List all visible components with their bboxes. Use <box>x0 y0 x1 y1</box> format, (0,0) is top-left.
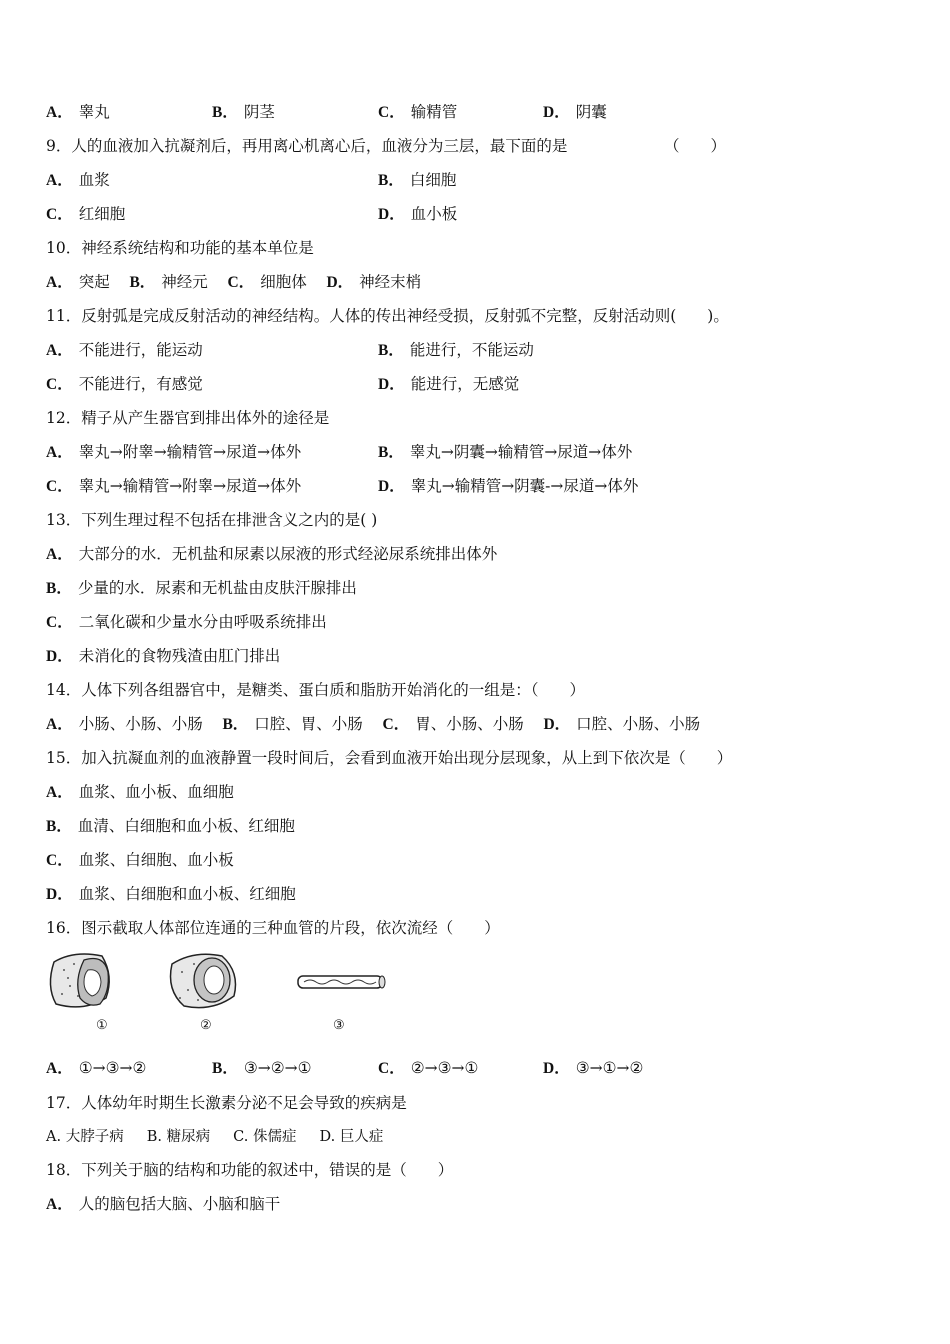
q11-stem: 11．反射弧是完成反射活动的神经结构。人体的传出神经受损，反射弧不完整，反射活动则( )。 <box>46 307 729 325</box>
q10-options: A． 突起 B． 神经元 C． 细胞体 D． 神经末梢 <box>46 273 422 291</box>
q9-option-d: D． 血小板 <box>378 205 458 223</box>
q11-option-d: D． 能进行，无感觉 <box>378 375 520 393</box>
q9-stem: 9．人的血液加入抗凝剂后，再用离心机离心后，血液分为三层，最下面的是 <box>46 137 568 155</box>
q13-stem: 13．下列生理过程不包括在排泄含义之内的是( ) <box>46 511 378 529</box>
q17-options: A. 大脖子病 B. 糖尿病 C. 侏儒症 D. 巨人症 <box>46 1129 384 1145</box>
q8-option-d: D． 阴囊 <box>543 103 607 121</box>
q14-stem: 14．人体下列各组器官中，是糖类、蛋白质和脂肪开始消化的一组是：（ ） <box>46 681 585 699</box>
q12-option-c: C． 睾丸→输精管→附睾→尿道→体外 <box>46 477 302 495</box>
q12-option-d: D． 睾丸→输精管→阴囊-→尿道→体外 <box>378 477 639 495</box>
q10-stem: 10．神经系统结构和功能的基本单位是 <box>46 239 314 257</box>
q15-option-d: D． 血浆、白细胞和血小板、红细胞 <box>46 885 296 903</box>
q16-option-d: D． ③→①→② <box>543 1059 644 1077</box>
q8-option-a: A． 睾丸 <box>46 103 110 121</box>
q11-option-a: A． 不能进行，能运动 <box>46 341 203 359</box>
q13-option-b: B． 少量的水．尿素和无机盐由皮肤汗腺排出 <box>46 579 357 597</box>
q12-option-b: B． 睾丸→阴囊→输精管→尿道→体外 <box>378 443 633 461</box>
q14-options: A． 小肠、小肠、小肠 B． 口腔、胃、小肠 C． 胃、小肠、小肠 D． 口腔、小肠、小肠 <box>46 715 701 733</box>
q12-stem: 12．精子从产生器官到排出体外的途径是 <box>46 409 330 427</box>
q15-stem: 15．加入抗凝血剂的血液静置一段时间后，会看到血液开始出现分层现象，从上到下依次是（ ） <box>46 749 733 767</box>
figure-label-3: ③ <box>333 1018 345 1033</box>
q8-option-b: B． 阴茎 <box>212 103 275 121</box>
figure-label-2: ② <box>200 1018 212 1033</box>
q16-option-c: C． ②→③→① <box>378 1059 479 1077</box>
vessel-1-artery <box>50 954 109 1007</box>
q15-option-a: A． 血浆、血小板、血细胞 <box>46 783 234 801</box>
q18-option-a: A． 人的脑包括大脑、小脑和脑干 <box>46 1195 281 1213</box>
q13-option-c: C． 二氧化碳和少量水分由呼吸系统排出 <box>46 613 327 631</box>
q9-option-a: A． 血浆 <box>46 171 110 189</box>
q12-option-a: A． 睾丸→附睾→输精管→尿道→体外 <box>46 443 302 461</box>
vessel-2-vein <box>171 954 236 1007</box>
q9-option-c: C． 红细胞 <box>46 205 126 223</box>
q8-option-c: C． 输精管 <box>378 103 458 121</box>
q13-option-a: A． 大部分的水．无机盐和尿素以尿液的形式经泌尿系统排出体外 <box>46 545 498 563</box>
q16-option-a: A． ①→③→② <box>46 1059 147 1077</box>
q16-option-b: B． ③→②→① <box>212 1059 312 1077</box>
q11-option-b: B． 能进行，不能运动 <box>378 341 534 359</box>
q13-option-d: D． 未消化的食物残渣由肛门排出 <box>46 647 281 665</box>
q18-stem: 18．下列关于脑的结构和功能的叙述中，错误的是（ ） <box>46 1161 454 1179</box>
q11-option-c: C． 不能进行，有感觉 <box>46 375 203 393</box>
q15-option-c: C． 血浆、白细胞、血小板 <box>46 851 234 869</box>
q9-answer-paren: （ ） <box>664 137 727 155</box>
vessel-3-capillary <box>298 976 385 988</box>
q17-stem: 17．人体幼年时期生长激素分泌不足会导致的疾病是 <box>46 1094 407 1112</box>
q15-option-b: B． 血清、白细胞和血小板、红细胞 <box>46 817 295 835</box>
q16-stem: 16．图示截取人体部位连通的三种血管的片段，依次流经（ ） <box>46 919 500 937</box>
figure-label-1: ① <box>96 1018 108 1033</box>
q9-option-b: B． 白细胞 <box>378 171 457 189</box>
